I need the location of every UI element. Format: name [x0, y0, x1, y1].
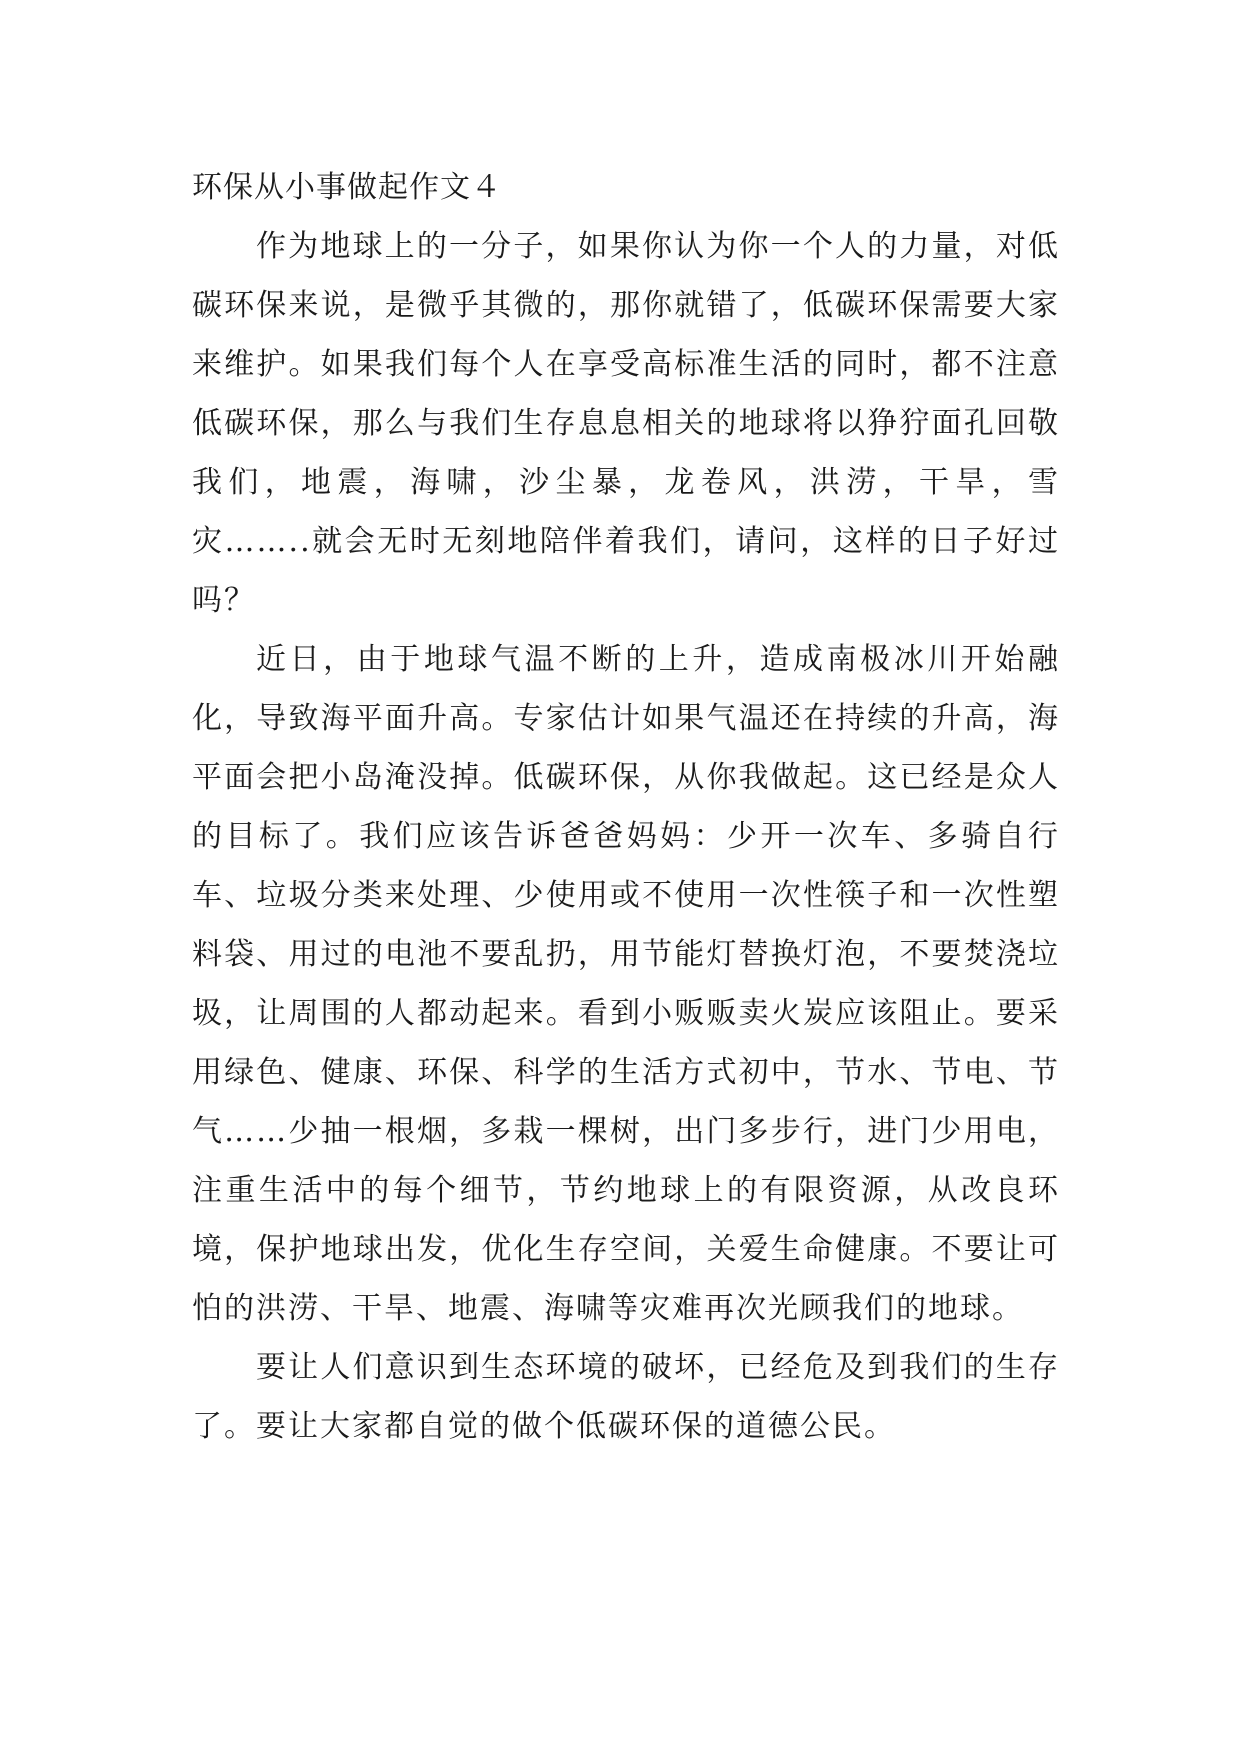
document-title: 环保从小事做起作文４ — [192, 170, 502, 205]
document-body — [192, 158, 1060, 1456]
paragraph-3: 要让人们意识到生态环境的破坏，已经危及到我们的生存了。要让大家都自觉的做个低碳环保的道德公民。 — [192, 1350, 1060, 1444]
paragraph-1: 作为地球上的一分子，如果你认为你一个人的力量，对低碳环保来说，是微乎其微的，那你就错了，低碳环保需要大家来维护。如果我们每个人在享受高标准生活的同时，都不注意低碳环保，那么与我们生存息息相关的地球将以狰狞面孔回敬我们，地震，海啸，沙尘暴，龙卷风，洪涝，干旱，雪灾……..就会无时无刻地陪伴着我们，请问，这样的日子好过吗？ — [192, 229, 1060, 618]
paragraph-2: 近日，由于地球气温不断的上升，造成南极冰川开始融化，导致海平面升高。专家估计如果气温还在持续的升高，海平面会把小岛淹没掉。低碳环保，从你我做起。这已经是众人的目标了。我们应该告诉爸爸妈妈：少开一次车、多骑自行车、垃圾分类来处理、少使用或不使用一次性筷子和一次性塑料袋、用过的电池不要乱扔，用节能灯替换灯泡，不要焚浇垃圾，让周围的人都动起来。看到小贩贩卖火炭应该阻止。要采用绿色、健康、环保、科学的生活方式初中，节水、节电、节气……少抽一根烟，多栽一棵树，出门多步行，进门少用电，注重生活中的每个细节，节约地球上的有限资源，从改良环境，保护地球出发，优化生存空间，关爱生命健康。不要让可怕的洪涝、干旱、地震、海啸等灾难再次光顾我们的地球。 — [192, 642, 1060, 1326]
